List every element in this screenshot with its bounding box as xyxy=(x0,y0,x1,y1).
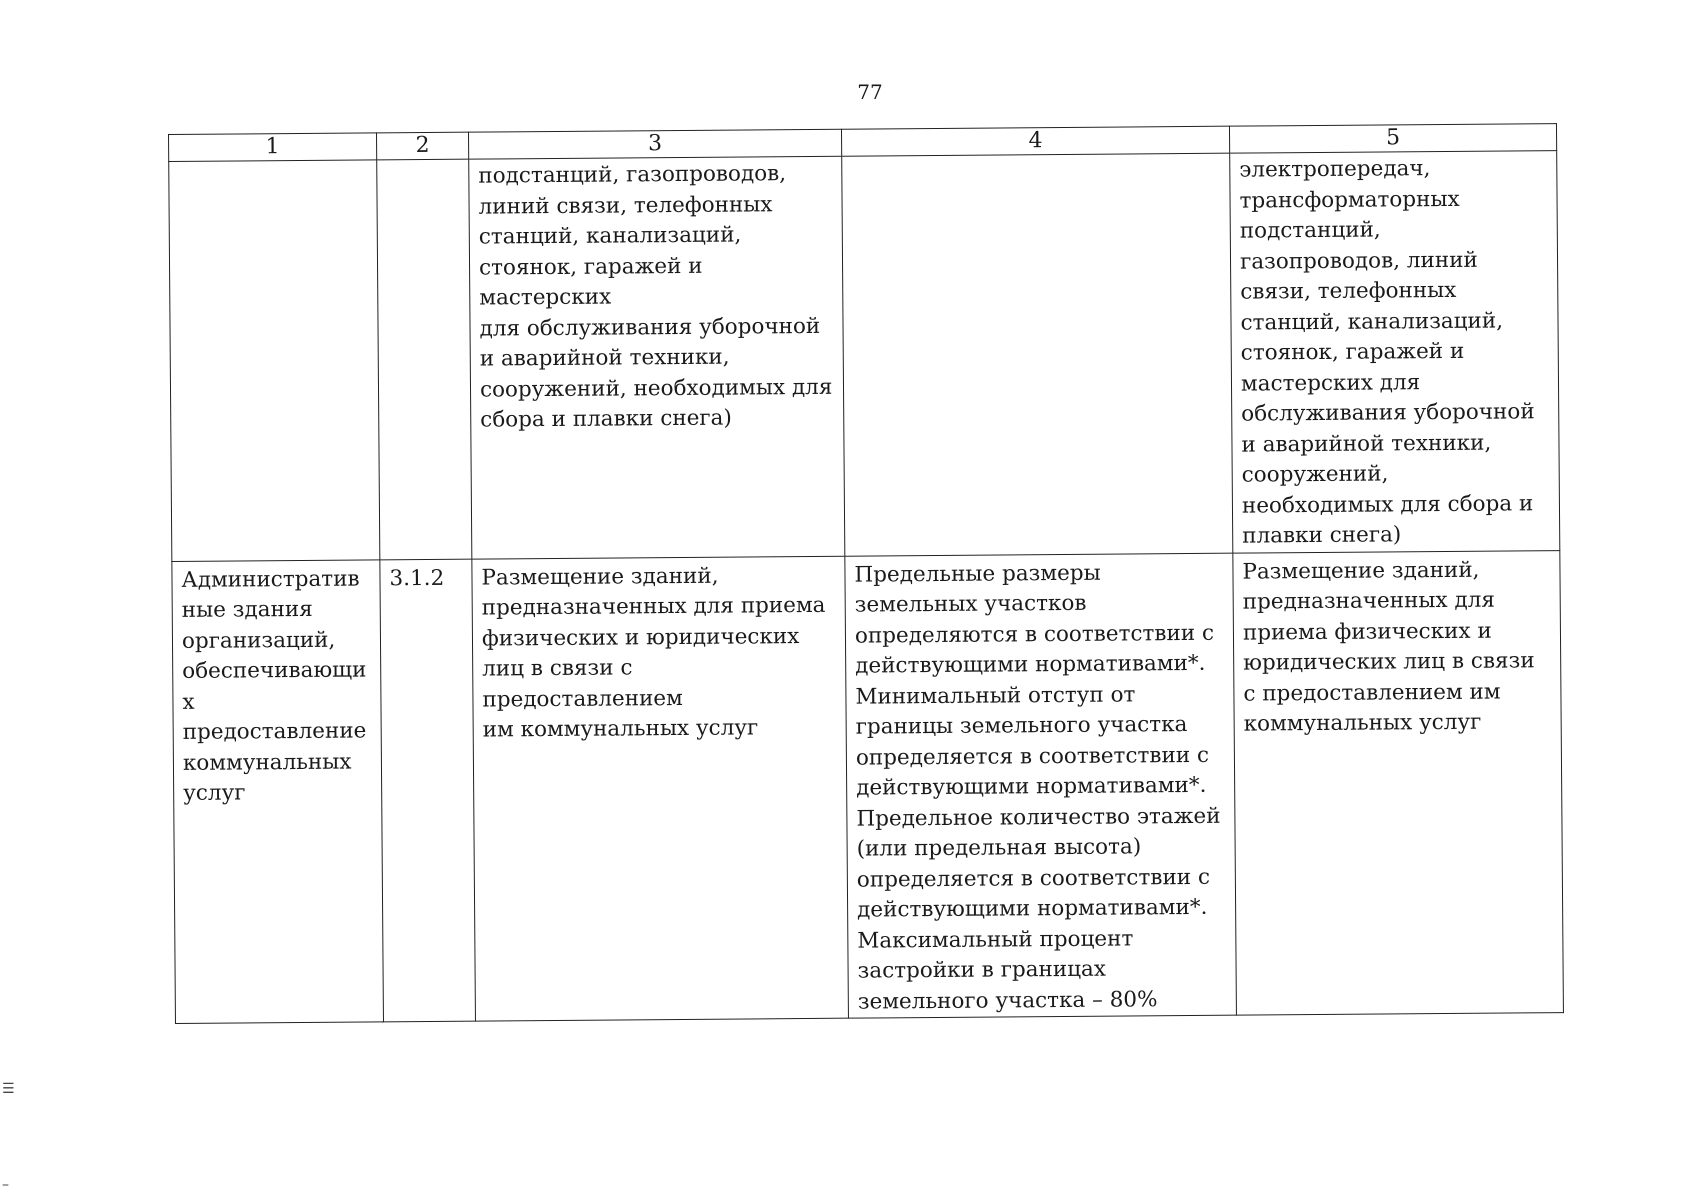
cell-text: 3.1.2 xyxy=(389,565,445,591)
cell-text: подстанций, газопроводов, линий связи, телефонных станций, канализаций, стоянок, гаражей и мастерских для обслуживания уборочной и аварийной техники, сооружений, необходимых для сбора и плавки снега) xyxy=(478,161,833,433)
cell-text xyxy=(851,156,1221,159)
cell-text: Размещение зданий, предназначенных для приема физических и юридических лиц в связи с предоставлением им коммунальных услуг xyxy=(481,563,826,743)
table-row xyxy=(169,151,1560,561)
column-header-5: 5 xyxy=(1229,124,1556,154)
scan-edge-mark: – xyxy=(2,1177,9,1193)
cell-text: Размещение зданий, предназначенных для приема физических и юридических лиц в связи с предоставлением им коммунальных услуг xyxy=(1242,557,1535,737)
cell-land-use-name xyxy=(169,160,380,561)
cell-text xyxy=(178,162,368,163)
cell-permitted-use xyxy=(1233,550,1564,1015)
cell-parameters xyxy=(845,553,1237,1019)
column-header-4: 4 xyxy=(841,126,1229,156)
column-header-1: 1 xyxy=(169,133,377,162)
cell-code xyxy=(377,159,472,559)
cell-text xyxy=(386,162,460,163)
scan-edge-mark: ☰ xyxy=(2,1081,15,1097)
cell-text: Предельные размеры земельных участков определяются в соответствии с действующими нормативами*. Минимальный отступ от границы земельного участка определяется в соответствии с действующими нормативами*. Предельное количество этажей (или предельная высота) определяется в соответствии с действующими нормативами*. Максимальный процент застройки в границах земельного участка – 80% xyxy=(854,560,1221,1015)
column-header-2: 2 xyxy=(376,132,468,160)
column-header-3: 3 xyxy=(468,129,841,159)
cell-text: электропередач, трансформаторных подстанций, газопроводов, линий связи, телефонных станций, канализаций, стоянок, гаражей и мастерских для обслуживания уборочной и аварийной техники, сооружений, необходимых для сбора и плавки снега) xyxy=(1239,156,1535,549)
cell-permitted-use xyxy=(1230,151,1560,553)
cell-description xyxy=(469,156,845,558)
cell-description xyxy=(472,556,849,1021)
regulations-table xyxy=(168,123,1564,1024)
cell-text: Административ ные здания организаций, обеспечивающи х предоставление коммунальных услуг xyxy=(181,566,367,806)
table-row xyxy=(172,550,1564,1023)
cell-code xyxy=(380,559,476,1022)
cell-land-use-name xyxy=(172,559,384,1023)
page-number: 77 xyxy=(857,80,883,104)
cell-parameters xyxy=(842,153,1233,556)
